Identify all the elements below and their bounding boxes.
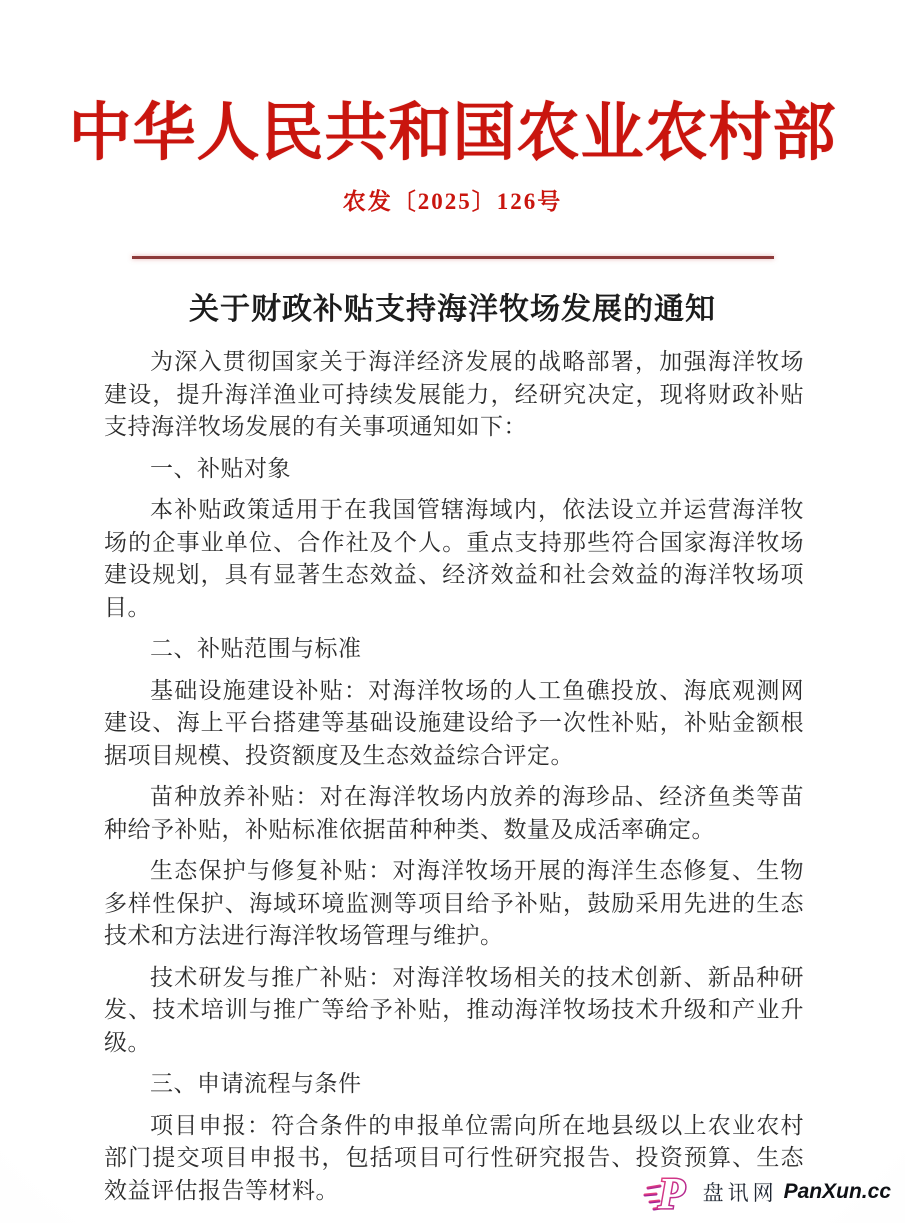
- site-name-english: PanXun.cc: [783, 1180, 891, 1203]
- ministry-letterhead: 中华人民共和国农业农村部: [68, 98, 837, 168]
- subsidy-target-paragraph: 本补贴政策适用于在我国管辖海域内，依法设立并运营海洋牧场的企事业单位、合作社及个人。重点支持那些符合国家海洋牧场建设规划，具有显著生态效益、经济效益和社会效益的海洋牧场项目。: [104, 497, 804, 620]
- svg-text:P: P: [657, 1169, 685, 1215]
- section-heading-2: 二、补贴范围与标准: [150, 636, 362, 661]
- infrastructure-subsidy-paragraph: 基础设施建设补贴：对海洋牧场的人工鱼礁投放、海底观测网建设、海上平台搭建等基础设施建设给予一次性补贴，补贴金额根据项目规模、投资额度及生态效益综合评定。: [104, 677, 804, 768]
- notice-title: 关于财政补贴支持海洋牧场发展的通知: [189, 293, 716, 326]
- application-paragraph: 项目申报：符合条件的申报单位需向所在地县级以上农业农村部门提交项目申报书，包括项目可行性研究报告、投资预算、生态效益评估报告等材料。: [104, 1112, 804, 1203]
- intro-paragraph: 为深入贯彻国家关于海洋经济发展的战略部署，加强海洋牧场建设，提升海洋渔业可持续发展能力，经研究决定，现将财政补贴支持海洋牧场发展的有关事项通知如下：: [104, 349, 804, 439]
- section-heading-1: 一、补贴对象: [150, 455, 291, 481]
- notice-body: [104, 346, 804, 1207]
- seedling-subsidy-paragraph: 苗种放养补贴：对在海洋牧场内放养的海珍品、经济鱼类等苗种给予补贴，补贴标准依据苗种种类、数量及成活率确定。: [104, 784, 804, 842]
- section-heading-3: 三、申请流程与条件: [150, 1071, 362, 1096]
- panxun-watermark: [643, 1169, 891, 1215]
- site-name-chinese: 盘讯网: [702, 1182, 778, 1205]
- tech-subsidy-paragraph: 技术研发与推广补贴：对海洋牧场相关的技术创新、新品种研发、技术培训与推广等给予补贴，推动海洋牧场技术升级和产业升级。: [104, 964, 804, 1055]
- red-divider-line: [132, 256, 774, 259]
- ecology-subsidy-paragraph: 生态保护与修复补贴：对海洋牧场开展的海洋生态修复、生物多样性保护、海域环境监测等项目给予补贴，鼓励采用先进的生态技术和方法进行海洋牧场管理与维护。: [104, 858, 804, 948]
- panxun-logo-icon: [643, 1169, 697, 1215]
- document-number: 农发〔2025〕126号: [342, 189, 563, 214]
